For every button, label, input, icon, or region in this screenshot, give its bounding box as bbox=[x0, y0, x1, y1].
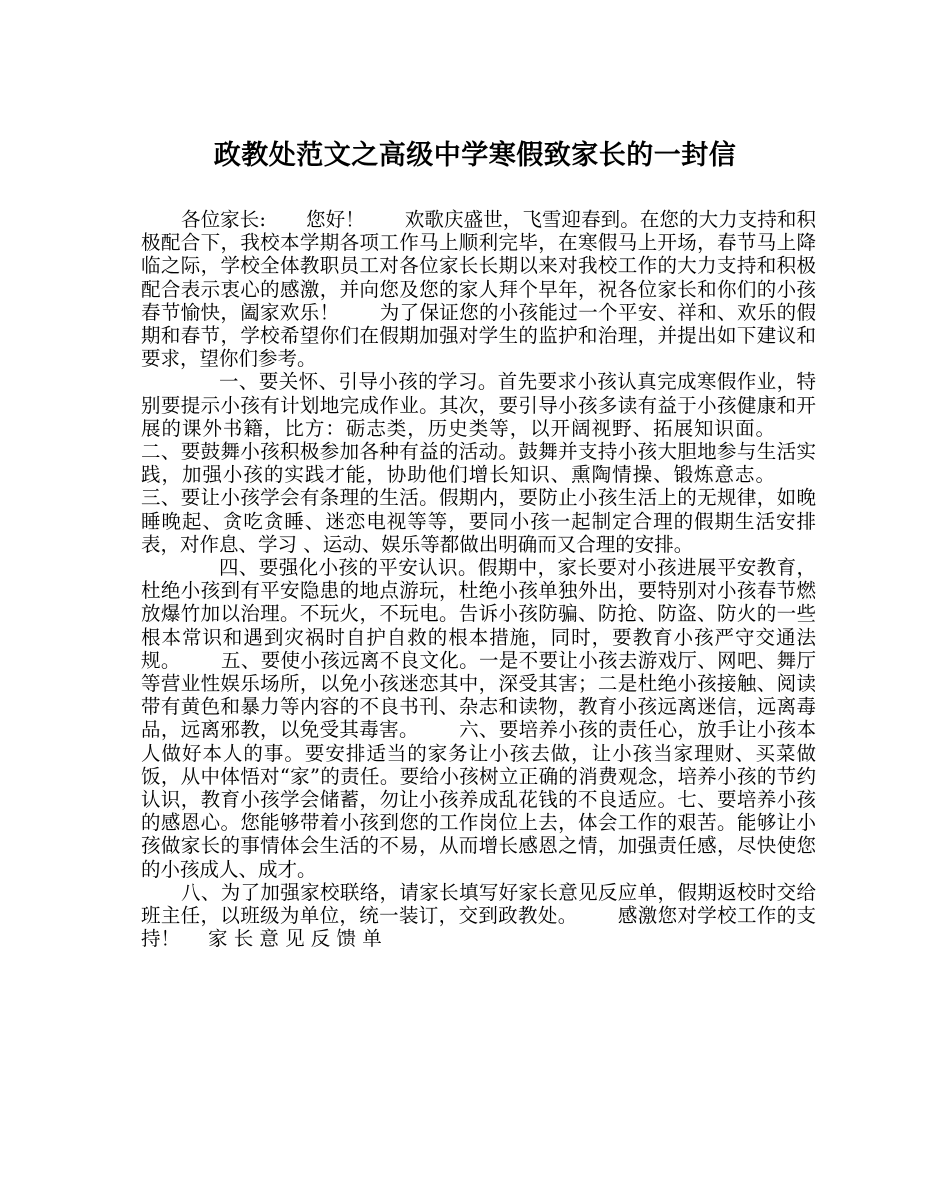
text-segment: 四、要强化小孩的平安认识。假期中，家长要对小孩进展平安教育，杜绝小孩到有平安隐患的地点游玩，杜绝小孩单独外出，要特别对小孩春节燃放爆竹加以治理。不玩火，不玩电。告诉小孩防骗、防抢、防盗、防火的一些根本常识和遇到灾祸时自护自救的根本措施，同时，要教育小孩严守交通法规。 bbox=[141, 556, 816, 672]
text-segment: 三、要让小孩学会有条理的生活。假期内，要防止小孩生活上的无规律，如晚睡晚起、贪吃贪睡、迷恋电视等等，要同小孩一起制定合理的假期生活安排表，对作息、学习 、运动、娱乐等都做出明确而又合理的安排。 bbox=[141, 486, 816, 556]
text-segment: 为了保证您的小孩能过一个平安、祥和、欢乐的假期和春节，学校希望你们在假期加强对学生的监护和治理，并提出如下建议和要求，望你们参考。 bbox=[141, 300, 816, 371]
text-segment: 六、要培养小孩的责任心，放手让小孩本人做好本人的事。要安排适当的家务让小孩去做，让小孩当家理财、买菜做饭，从中体悟对“家”的责任。要给小孩树立正确的消费观念，培养小孩的节约认识，教育小孩学会储蓄，勿让小孩养成乱花钱的不良适应。七、要培养小孩的感恩心。您能够带着小孩到您的工作岗位上去，体会工作的艰苦。能够让小孩做家长的事情体会生活的不易，从而增长感恩之情，加强责任感，尽快使您的小孩成人、成才。 bbox=[141, 718, 816, 881]
text-segment: 二、要鼓舞小孩积极参加各种有益的活动。鼓舞并支持小孩大胆地参与生活实践，加强小孩的实践才能，协助他们增长知识、熏陶情操、锻炼意志。 bbox=[141, 440, 816, 487]
letter-body bbox=[141, 208, 816, 951]
salutation: 各位家长: bbox=[181, 208, 266, 231]
text-segment: 五、要使小孩远离不良文化。一是不要让小孩去游戏厅、网吧、舞厅等营业性娱乐场所，以免小孩迷恋其中，深受其害；二是杜绝小孩接触、阅读带有黄色和暴力等内容的不良书刊、杂志和读物，教育小孩远离迷信，远离毒品，远离邪教，以免受其毒害。 bbox=[141, 648, 816, 742]
paragraph-suggestions-1 bbox=[141, 370, 816, 556]
feedback-form-heading: 家 长 意 见 反 馈 单 bbox=[208, 927, 382, 951]
paragraph-closing bbox=[141, 881, 816, 951]
document-title: 政教处范文之高级中学寒假致家长的一封信 bbox=[213, 140, 737, 171]
paragraph-greeting bbox=[141, 208, 816, 370]
greeting: 您好！ bbox=[305, 208, 365, 231]
text-segment: 八、为了加强家校联络，请家长填写好家长意见反应单，假期返校时交给班主任，以班级为单位，统一装订，交到政教处。 bbox=[141, 880, 816, 928]
text-segment: 一、要关怀、引导小孩的学习。首先要求小孩认真完成寒假作业，特别要提示小孩有计划地完成作业。其次，要引导小孩多读有益于小孩健康和开展的课外书籍，比方：砺志类，历史类等，以开阔视野、拓展知识面。 bbox=[141, 370, 816, 440]
text-segment: 欢歌庆盛世，飞雪迎春到。在您的大力支持和积极配合下，我校本学期各项工作马上顺利完毕，在寒假马上开场，春节马上降临之际，学校全体教职员工对各位家长长期以来对我校工作的大力支持和积极配合表示衷心的感激，并向您及您的家人拜个早年，祝各位家长和你们的小孩春节愉快，阖家欢乐！ bbox=[141, 208, 816, 324]
thanks-text: 感激您对学校工作的支持！ bbox=[141, 904, 816, 951]
paragraph-suggestions-2 bbox=[141, 556, 816, 881]
